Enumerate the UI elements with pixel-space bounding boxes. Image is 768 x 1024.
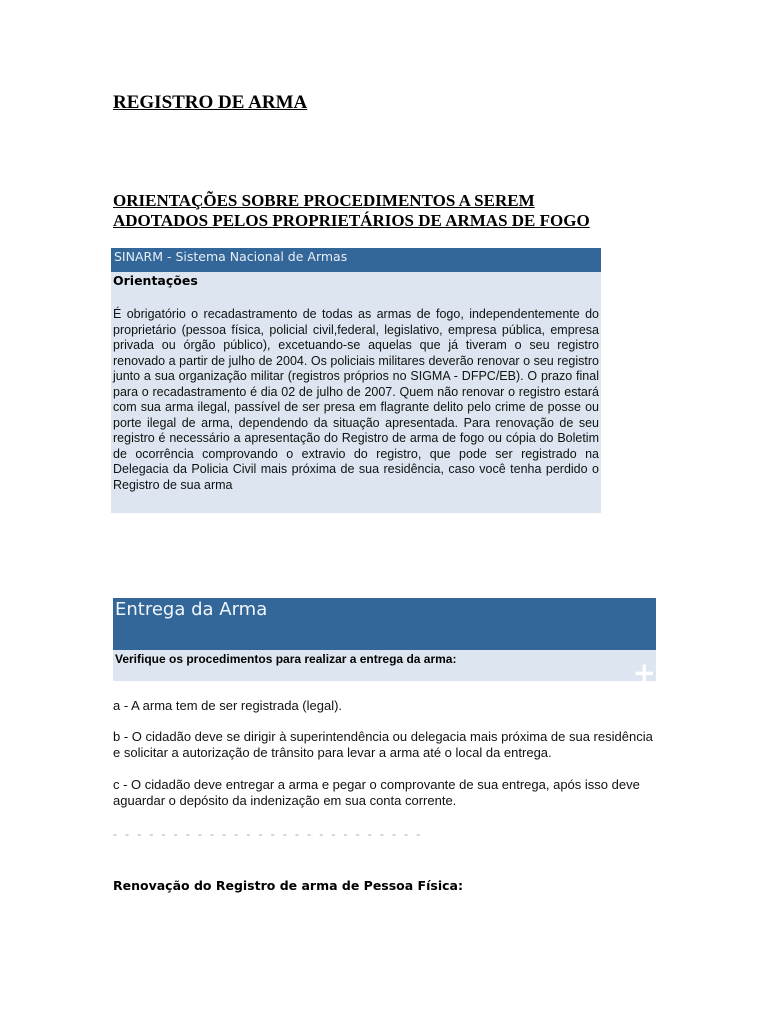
- sinarm-paragraph: É obrigatório o recadastramento de todas as armas de fogo, independentemente do proprietário (pessoa física, policial civil,federal, legislativo, empresa pública, empresa privada ou órgão público), excetuando-se aquelas que já tiveram o seu registro renovado a partir de julho de 2004. Os policiais militares deverão renovar o seu registro junto a sua organização militar (registros próprios no SIGMA - DFPC/EB). O prazo final para o recadastramento é dia 02 de julho de 2007. Quem não renovar o registro estará com sua arma ilegal, passível de ser presa em flagrante delito pelo crime de posse ou porte ilegal de arma, dependendo da situação apresentada. Para renovação de seu registro é necessário a apresentação do Registro de arma de fogo ou cópia do Boletim de ocorrência comprovando o extravio do registro, que pode ser registrado na Delegacia da Policia Civil mais próxima de sua residência, caso você tenha perdido o Registro de sua arma: [113, 307, 599, 492]
- entrega-item-c: c - O cidadão deve entregar a arma e pegar o comprovante de sua entrega, após isso deve aguardar o depósito da indenização em sua conta corrente.: [113, 777, 640, 808]
- page-title: REGISTRO DE ARMA: [113, 92, 308, 113]
- sinarm-subheading: Orientações: [113, 273, 198, 288]
- sinarm-body: [111, 272, 601, 513]
- entrega-item-b: b - O cidadão deve se dirigir à superintendência ou delegacia mais próxima de sua residência e solicitar a autorização de trânsito para levar a arma até o local da entrega.: [113, 729, 653, 760]
- separator-dashes: - - - - - - - - - - - - - - - - - - - - - - - - - -: [113, 827, 423, 841]
- subtitle-line-2: ADOTADOS PELOS PROPRIETÁRIOS DE ARMAS DE FOGO: [113, 211, 590, 230]
- entrega-subheading-bar: [113, 650, 656, 689]
- entrega-subheading: Verifique os procedimentos para realizar a entrega da arma:: [115, 652, 457, 666]
- renovacao-heading: Renovação do Registro de arma de Pessoa Física:: [113, 878, 463, 893]
- plus-icon[interactable]: +: [632, 656, 656, 689]
- subtitle-line-1: ORIENTAÇÕES SOBRE PROCEDIMENTOS A SEREM: [113, 191, 535, 210]
- page-subtitle: [113, 191, 633, 231]
- entrega-item-a: a - A arma tem de ser registrada (legal).: [113, 698, 343, 713]
- sinarm-header: SINARM - Sistema Nacional de Armas: [111, 248, 601, 272]
- entrega-header: Entrega da Arma: [113, 598, 656, 650]
